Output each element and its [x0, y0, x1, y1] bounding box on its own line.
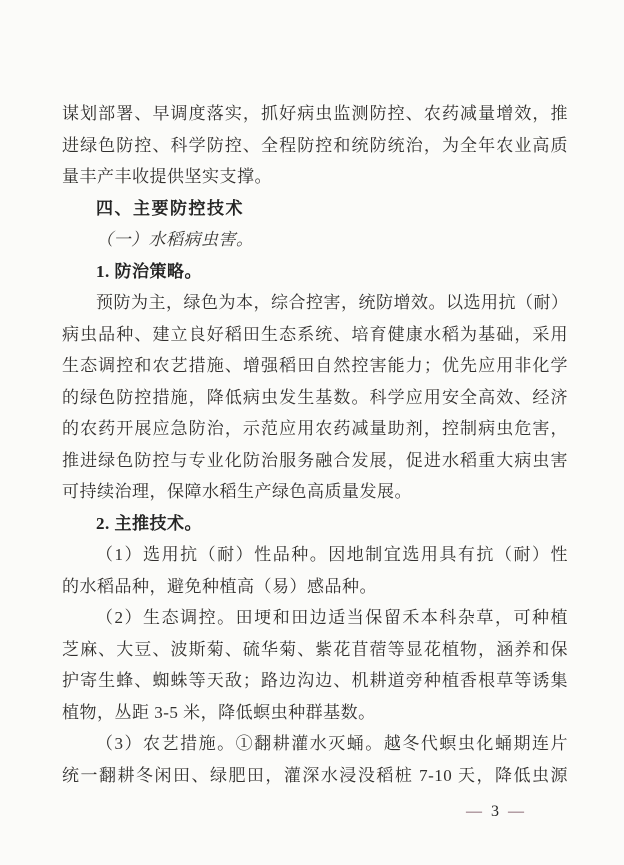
page-number-value: 3: [491, 803, 499, 820]
text-line: 植物，丛距 3-5 米，降低螟虫种群基数。: [62, 702, 376, 722]
heading-item-1: 1. 防治策略。: [96, 261, 202, 281]
text-line: （3）农艺措施。①翻耕灌水灭蛹。越冬代螟虫化蛹期连片: [96, 734, 568, 753]
page-number: [466, 802, 524, 822]
heading-section-4: 四、主要防控技术: [96, 198, 244, 218]
text-line: 护寄生蜂、蜘蛛等天敌；路边沟边、机耕道旁种植香根草等诱集: [62, 671, 568, 690]
text-line: 量丰产丰收提供坚实支撑。: [62, 167, 272, 186]
page-number-dash-right: —: [508, 803, 524, 820]
text-line: （2）生态调控。田埂和田边适当保留禾本科杂草，可种植: [96, 608, 568, 627]
text-line: 推进绿色防控与专业化防治服务融合发展，促进水稻重大病虫害: [62, 450, 568, 470]
text-line: 进绿色防控、科学防控、全程防控和统防统治，为全年农业高质: [62, 135, 568, 155]
text-line: 的水稻品种，避免种植高（易）感品种。: [62, 576, 377, 596]
text-line: 谋划部署、早调度落实，抓好病虫监测防控、农药减量增效，推: [62, 104, 568, 123]
page-number-dash-left: —: [466, 803, 482, 820]
text-line: 的农药开展应急防治，示范应用农药减量助剂，控制病虫危害，: [62, 419, 568, 438]
text-line: 芝麻、大豆、波斯菊、硫华菊、紫花苜蓿等显花植物，涵养和保: [62, 639, 568, 659]
heading-item-2: 2. 主推技术。: [96, 513, 202, 533]
document-body: [62, 98, 568, 791]
text-line: （1）选用抗（耐）性品种。因地制宜选用具有抗（耐）性: [96, 545, 568, 564]
text-line: 预防为主，绿色为本，综合控害，统防增效。以选用抗（耐）: [96, 293, 569, 312]
text-line: 可持续治理，保障水稻生产绿色高质量发展。: [62, 482, 412, 501]
text-line: 统一翻耕冬闲田、绿肥田，灌深水浸没稻桩 7-10 天，降低虫源: [62, 765, 568, 785]
text-line: 病虫品种、建立良好稻田生态系统、培育健康水稻为基础，采用: [62, 324, 568, 344]
heading-subsection-1: （一）水稻病虫害。: [96, 230, 254, 249]
text-line: 生态调控和农艺措施、增强稻田自然控害能力；优先应用非化学: [62, 356, 568, 375]
text-line: 的绿色防控措施，降低病虫发生基数。科学应用安全高效、经济: [62, 387, 568, 407]
